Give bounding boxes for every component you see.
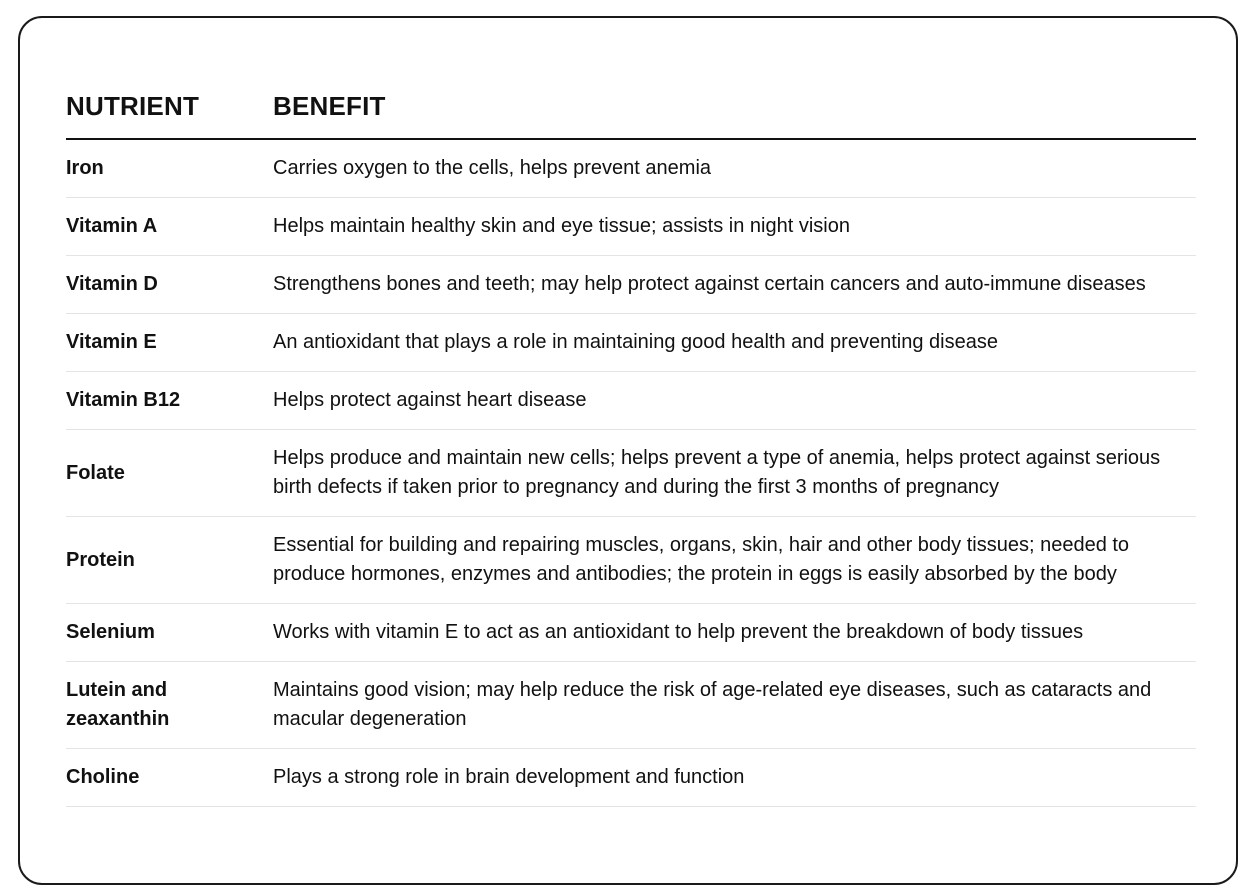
nutrient-cell: Vitamin B12 [66,372,273,430]
table-row [66,256,1196,314]
nutrient-cell: Lutein and zeaxanthin [66,662,273,749]
benefit-cell: Helps maintain healthy skin and eye tissue; assists in night vision [273,198,1196,256]
table-row [66,198,1196,256]
table-row [66,604,1196,662]
table-row [66,314,1196,372]
nutrient-cell: Vitamin E [66,314,273,372]
table-row [66,430,1196,517]
nutrient-cell: Vitamin A [66,198,273,256]
table-row [66,372,1196,430]
nutrient-cell: Choline [66,749,273,807]
benefit-cell: An antioxidant that plays a role in maintaining good health and preventing disease [273,314,1196,372]
benefit-cell: Maintains good vision; may help reduce the risk of age-related eye diseases, such as cataracts and macular degeneration [273,662,1196,749]
column-header-benefit: BENEFIT [273,62,1196,139]
benefit-cell: Works with vitamin E to act as an antioxidant to help prevent the breakdown of body tissues [273,604,1196,662]
benefit-cell: Helps produce and maintain new cells; helps prevent a type of anemia, helps protect against serious birth defects if taken prior to pregnancy and during the first 3 months of pregnancy [273,430,1196,517]
benefit-cell: Essential for building and repairing muscles, organs, skin, hair and other body tissues; needed to produce hormones, enzymes and antibodies; the protein in eggs is easily absorbed by the body [273,517,1196,604]
nutrient-table-card [18,16,1238,885]
table-row [66,139,1196,198]
table-row [66,749,1196,807]
nutrient-cell: Iron [66,139,273,198]
benefit-cell: Strengthens bones and teeth; may help protect against certain cancers and auto-immune diseases [273,256,1196,314]
column-header-nutrient: NUTRIENT [66,62,273,139]
nutrient-cell: Folate [66,430,273,517]
header-row [66,62,1196,139]
benefit-cell: Carries oxygen to the cells, helps prevent anemia [273,139,1196,198]
benefit-cell: Helps protect against heart disease [273,372,1196,430]
table-row [66,662,1196,749]
nutrient-cell: Vitamin D [66,256,273,314]
nutrient-cell: Selenium [66,604,273,662]
table-row [66,517,1196,604]
benefit-cell: Plays a strong role in brain development and function [273,749,1196,807]
table-body [66,139,1196,807]
nutrient-cell: Protein [66,517,273,604]
table-header [66,62,1196,139]
nutrient-benefit-table [66,62,1196,807]
